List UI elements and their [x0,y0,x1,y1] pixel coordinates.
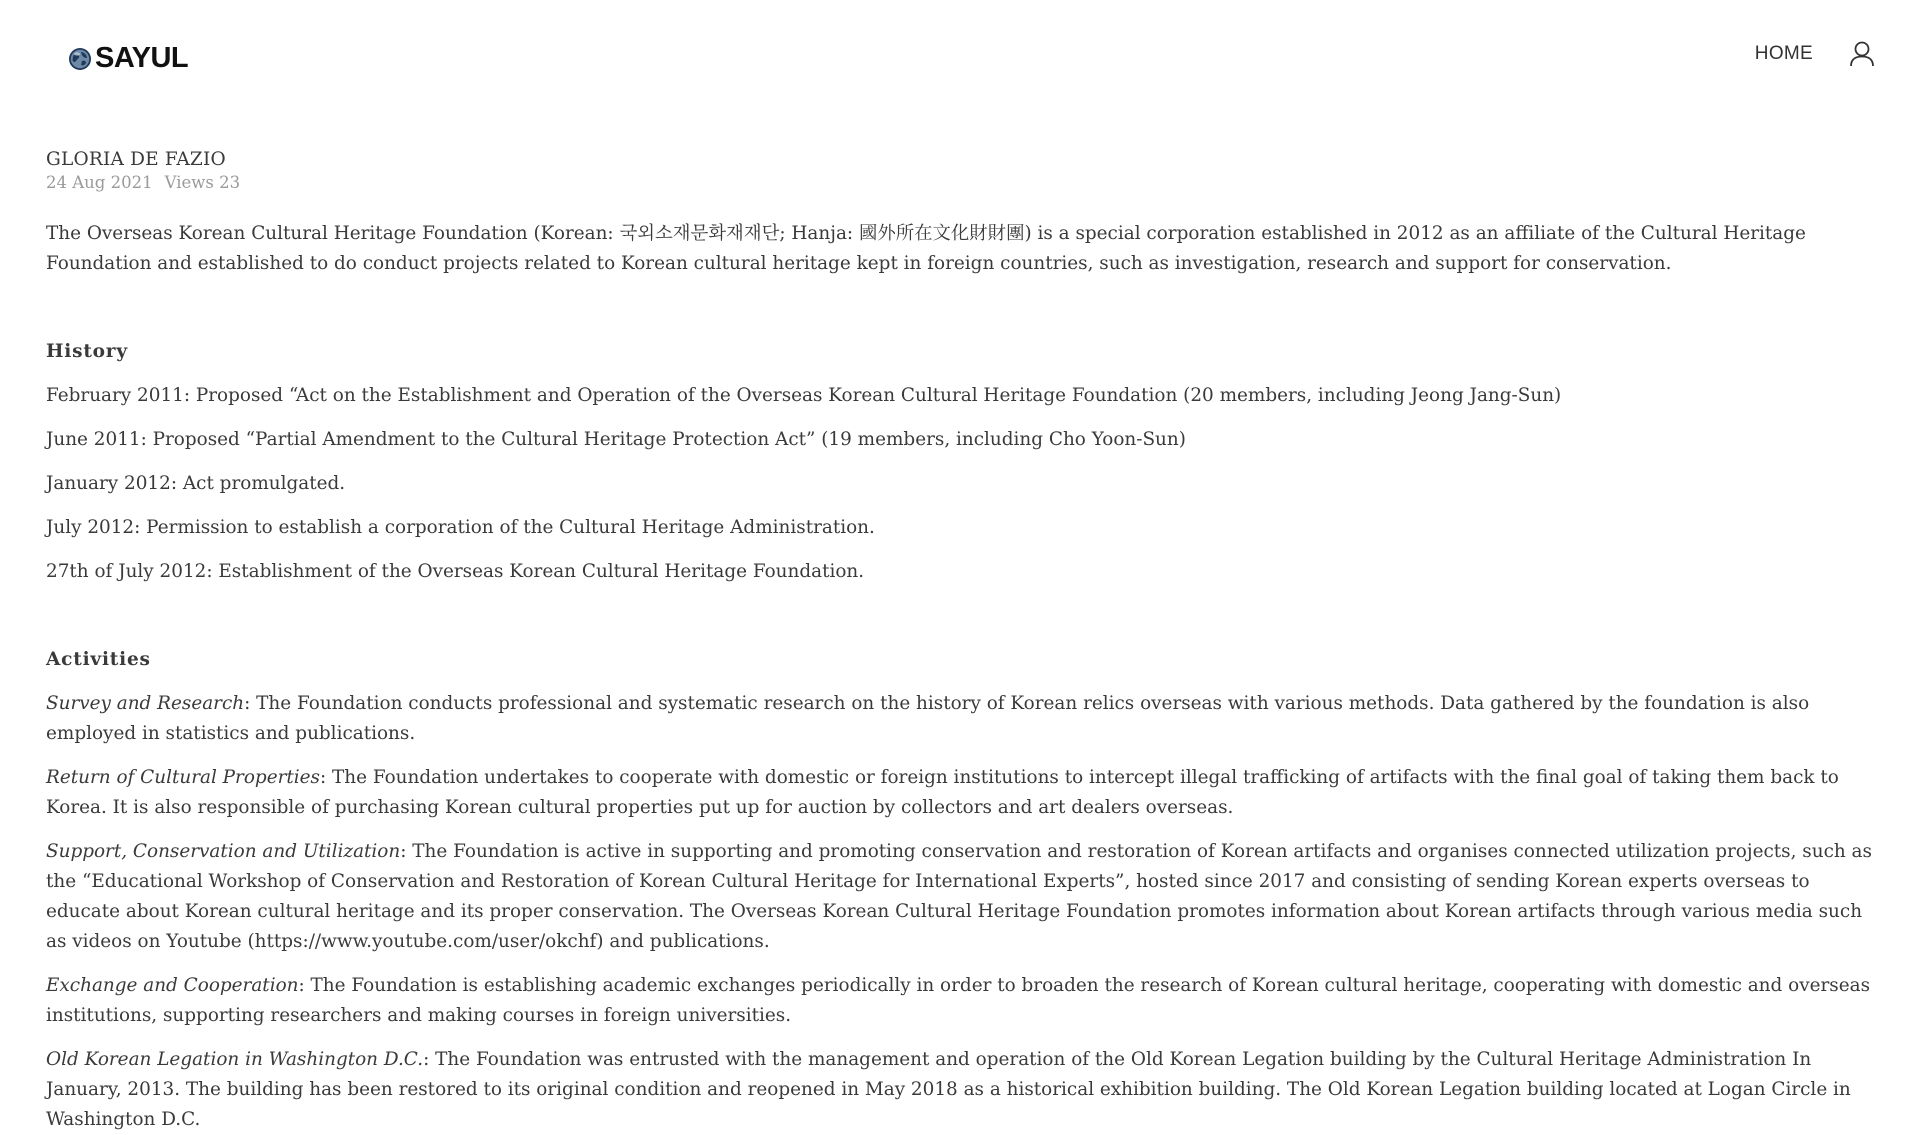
history-item: 27th of July 2012: Establishment of the Overseas Korean Cultural Heritage Foundation. [46,561,865,582]
activity-title: Survey and Research [46,693,245,714]
post-meta [46,172,1886,194]
activities-list [46,689,1886,1135]
activity-text: : The Foundation is active in supporting and promoting conservation and restoration of Korean artifacts and organises connected utilization projects, such as the “Educational Workshop of Conservation and Restoration of Korean Cultural Heritage for International Experts”, hosted since 2017 and consisting of sending Korean experts overseas to educate about Korean cultural heritage and its proper conservation. The Overseas Korean Cultural Heritage Foundation promotes information about Korean artifacts through various media such as videos on Youtube (https://www.youtube.com/user/okchf) and publications. [46,841,1872,952]
activity-text: : The Foundation undertakes to cooperate with domestic or foreign institutions to intercept illegal trafficking of artifacts with the final goal of taking them back to Korea. It is also responsible of purchasing Korean cultural properties put up for auction by collectors and art dealers overseas. [46,767,1839,818]
activities-heading: Activities [46,649,151,670]
activity-item [46,689,1886,749]
activity-title: Support, Conservation and Utilization [46,841,401,862]
top-nav [1755,40,1875,68]
activity-item [46,971,1886,1031]
history-list [46,381,1886,587]
nav-home-link[interactable]: HOME [1754,43,1813,64]
user-icon[interactable] [1849,40,1875,68]
activity-item [46,763,1886,823]
history-item: January 2012: Act promulgated. [46,473,346,494]
history-heading: History [46,341,128,362]
post-views: Views 23 [164,173,241,192]
article [46,148,1886,1135]
history-item: July 2012: Permission to establish a corporation of the Cultural Heritage Administration. [46,517,875,538]
activity-text: : The Foundation was entrusted with the management and operation of the Old Korean Legation building by the Cultural Heritage Administration In January, 2013. The building has been restored to its original condition and reopened in May 2018 as a historical exhibition building. The Old Korean Legation building located at Logan Circle in Washington D.C. [46,1049,1851,1130]
activity-title: Exchange and Cooperation [46,975,299,996]
activity-item [46,1045,1886,1135]
activity-text: : The Foundation is establishing academic exchanges periodically in order to broaden the research of Korean cultural heritage, cooperating with domestic and overseas institutions, supporting researchers and making courses in foreign universities. [46,975,1871,1026]
activity-text: : The Foundation conducts professional and systematic research on the history of Korean relics overseas with various methods. Data gathered by the foundation is also employed in statistics and publications. [46,693,1810,744]
activity-title: Old Korean Legation in Washington D.C. [46,1049,424,1070]
globe-icon [68,47,92,71]
intro-paragraph: The Overseas Korean Cultural Heritage Foundation (Korean: 국외소재문화재재단; Hanja: 國外所在文化財財團) is a special corporation established in 2012 as an affiliate of the Cultural Heritage Foundation and established to do conduct projects related to Korean cultural heritage kept in foreign countries, such as investigation, research and support for conservation. [46,223,1806,274]
site-logo[interactable] [68,44,188,73]
logo-text: SAYUL [95,42,189,74]
activity-title: Return of Cultural Properties [46,767,320,788]
activity-item [46,837,1886,957]
history-item: February 2011: Proposed “Act on the Establishment and Operation of the Overseas Korean Cultural Heritage Foundation (20 members, including Jeong Jang-Sun) [46,385,1562,406]
history-item: June 2011: Proposed “Partial Amendment to the Cultural Heritage Protection Act” (19 members, including Cho Yoon-Sun) [46,429,1186,450]
author-name[interactable]: GLORIA DE FAZIO [46,149,226,170]
post-date: 24 Aug 2021 [46,173,153,192]
site-header [0,0,1919,110]
